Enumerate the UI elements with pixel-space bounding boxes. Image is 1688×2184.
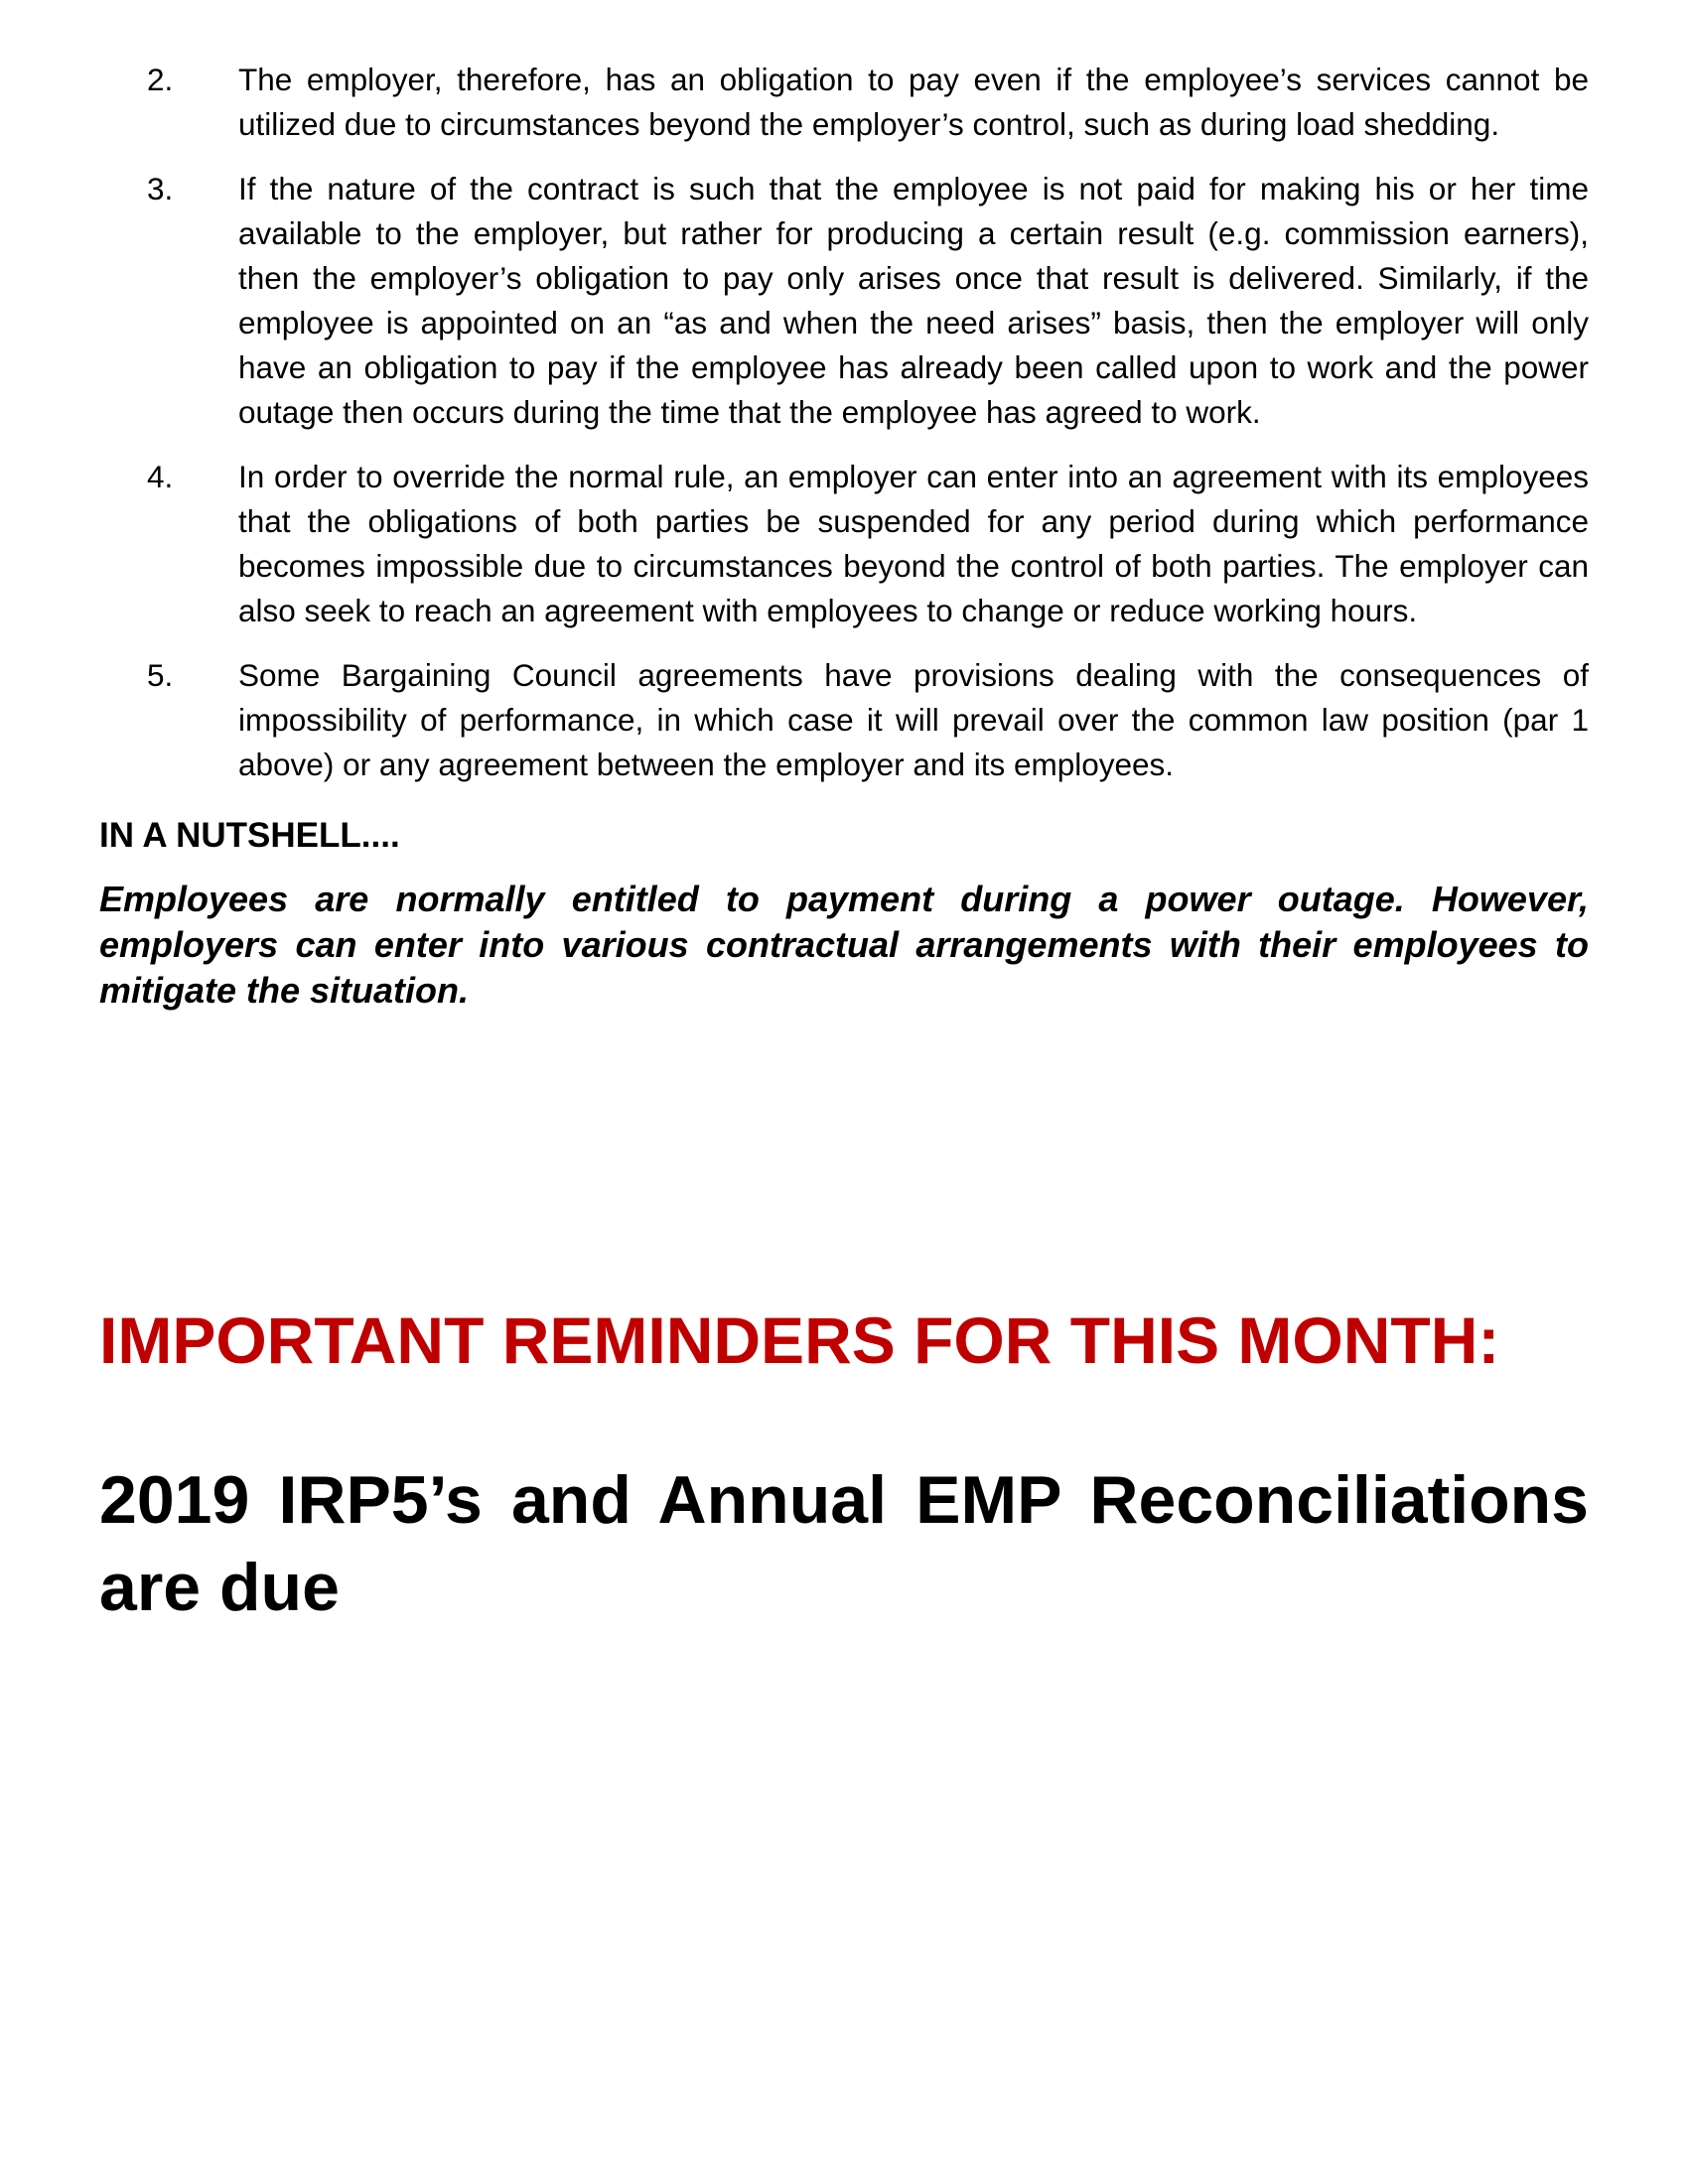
list-item-text: Some Bargaining Council agreements have provisions dealing with the consequences of impossibility of performance, in which case it will prevail over the common law position (par 1 above) or any agreement between the employer and its employees. [238, 657, 1589, 782]
nutshell-heading: IN A NUTSHELL.... [99, 816, 400, 855]
nutshell-paragraph: Employees are normally entitled to payment during a power outage. However, employers can enter into various contractual arrangements with their employees to mitigate the situation. [99, 879, 1589, 1011]
list-item-text: If the nature of the contract is such that the employee is not paid for making his or her time available to the employer, but rather for producing a certain result (e.g. commission earners), then the employer’s obligation to pay only arises once that result is delivered. Similarly, if the employee is appointed on an “as and when the need arises” basis, then the employer will only have an obligation to pay if the employee has already been called upon to work and the power outage then occurs during the time that the employee has agreed to work. [238, 171, 1589, 430]
numbered-list [99, 58, 1589, 787]
reminders-title: 2019 IRP5’s and Annual EMP Reconciliations are due [99, 1462, 1589, 1625]
page-content [99, 58, 1589, 1631]
list-item-text: The employer, therefore, has an obligation to pay even if the employee’s services cannot be utilized due to circumstances beyond the employer’s control, such as during load shedding. [238, 62, 1589, 142]
list-item-number: 5. [147, 657, 174, 693]
list-item [99, 58, 1589, 147]
list-item-number: 2. [147, 62, 174, 97]
list-item [99, 455, 1589, 633]
list-item [99, 653, 1589, 787]
list-item [99, 167, 1589, 435]
reminders-heading: IMPORTANT REMINDERS FOR THIS MONTH: [99, 1303, 1500, 1377]
list-item-number: 4. [147, 459, 174, 494]
list-item-number: 3. [147, 171, 174, 206]
list-item-text: In order to override the normal rule, an employer can enter into an agreement with its employees that the obligations of both parties be suspended for any period during which performance becomes impossible due to circumstances beyond the control of both parties. The employer can also seek to reach an agreement with employees to change or reduce working hours. [238, 459, 1589, 628]
